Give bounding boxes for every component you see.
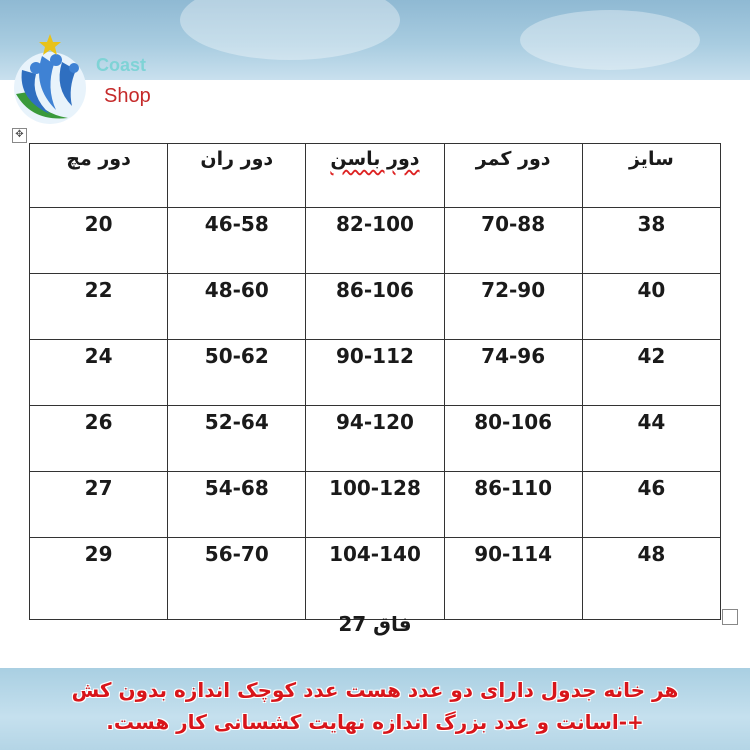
banner-glow [180,0,400,60]
table-header-row [30,144,721,208]
table-cell: 50-62 [168,340,306,406]
table-cell: 86-106 [306,274,444,340]
table-cell: 22 [30,274,168,340]
notice-line-2: +-اسانت و عدد بزرگ اندازه نهایت کشسانی کار هست. [106,710,644,734]
table-cell: 27 [30,472,168,538]
table-cell: 29 [30,538,168,620]
size-table [29,143,721,620]
header-cell-hip-text: دور باسن [330,148,420,170]
table-cell: 24 [30,340,168,406]
table-cell: 56-70 [168,538,306,620]
table-cell: 48-60 [168,274,306,340]
table-row [30,538,721,620]
table-cell: 52-64 [168,406,306,472]
table-cell: 40 [582,274,720,340]
table-cell: 20 [30,208,168,274]
table-cell: 70-88 [444,208,582,274]
table-cell: 86-110 [444,472,582,538]
table-row [30,406,721,472]
table-cell: 44 [582,406,720,472]
table-cell: 26 [30,406,168,472]
table-cell: 104-140 [306,538,444,620]
table-cell: 82-100 [306,208,444,274]
brand-shop-label: Shop [104,85,151,107]
table-row [30,340,721,406]
table-cell: 80-106 [444,406,582,472]
table-cell: 72-90 [444,274,582,340]
banner-glow [520,10,700,70]
header-cell-hip [306,144,444,208]
table-cell: 90-114 [444,538,582,620]
table-cell: 74-96 [444,340,582,406]
table-cell: 48 [582,538,720,620]
table-row [30,208,721,274]
header-cell-size: سایز [582,144,720,208]
shop-logo-icon [2,30,98,126]
header-cell-thigh: دور ران [168,144,306,208]
header-cell-waist: دور کمر [444,144,582,208]
table-cell: 42 [582,340,720,406]
notice-line-1: هر خانه جدول دارای دو عدد هست عدد کوچک اندازه بدون کش [71,678,679,702]
table-cell: 94-120 [306,406,444,472]
table-cell: 46-58 [168,208,306,274]
table-cell: 54-68 [168,472,306,538]
move-icon[interactable]: ✥ [12,128,27,143]
table-cell: 38 [582,208,720,274]
header-cell-wrist: دور مچ [30,144,168,208]
table-cell: 100-128 [306,472,444,538]
table-row [30,274,721,340]
table-row [30,472,721,538]
table-cell: 46 [582,472,720,538]
table-caption: فاق 27 [338,612,412,636]
brand-name: Coast [96,55,147,75]
table-cell: 90-112 [306,340,444,406]
notice-text [40,674,710,738]
